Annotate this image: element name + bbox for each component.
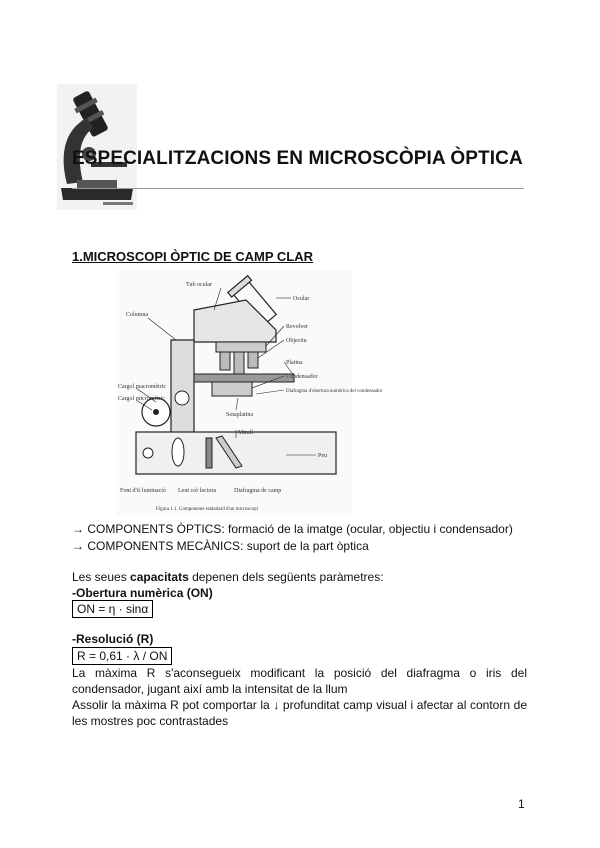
component-label: COMPONENTS MECÀNICS: [87,539,244,553]
microscope-diagram [116,270,383,515]
label-revolver: Revolver [286,324,308,330]
label-condensador: Condensador [286,374,318,380]
label-ocular: Ocular [293,296,310,302]
paragraph-resolution-max: La màxima R s'aconsegueix modificant la posició del diafragma o iris del condensador, jugant així amb la intensitat de la llum [72,666,527,696]
label-tub-ocular: Tub ocular [186,282,212,288]
param-on-heading: -Obertura numèrica (ON) [72,586,213,600]
page-title: ESPECIALITZACIONS EN MICROSCÒPIA ÒPTICA [72,148,523,169]
bold-term: capacitats [130,570,189,584]
label-columna: Columna [126,312,148,318]
component-optics-line [72,522,513,536]
label-sotaplatina: Sotaplatina [226,412,253,418]
label-platina: Platina [286,360,303,366]
label-mirall: Mirall [238,430,253,436]
label-peu: Peu [318,453,327,459]
component-mechanics-line [72,539,369,553]
paragraph-resolution-tradeoff: Assolir la màxima R pot comportar la ↓ profunditat camp visual i afectar al contorn de les mostres poc contrastades [72,698,527,728]
figure-caption: Figura 1.1. Components estàndard d'un microscopi [156,507,258,512]
text-segment: depenen dels següents paràmetres: [188,570,384,584]
section-heading: 1.MICROSCOPI ÒPTIC DE CAMP CLAR [72,249,314,264]
arrow-right-icon: → [72,522,84,536]
formula-on-box: ON = η · sinα [72,600,153,618]
arrow-right-icon: → [72,539,84,553]
label-cargol-macro: Cargol macromètric [118,384,167,390]
label-objectiu: Objectiu [286,338,307,344]
label-cargol-micro: Cargol micromètric [118,396,166,402]
text-segment: Les seues [72,570,131,584]
label-diafragma-obertura: Diafragma d'obertura numèrica del condensador [286,389,383,394]
component-label: COMPONENTS ÒPTICS: [87,522,225,536]
formula-r-box: R = 0,61 · λ / ON [72,647,172,665]
header-divider [72,188,524,189]
label-lent-colectora: Lent col·lectora [178,488,217,494]
capacitats-line [72,570,384,584]
label-diafragma-camp: Diafragma de camp [234,488,282,494]
label-font-illuminacio: Font d'il·luminació [120,488,166,494]
component-text: formació de la imatge (ocular, objectiu i condensador) [224,522,513,536]
page-number: 1 [518,797,525,811]
microscope-logo [57,84,137,210]
param-r-heading: -Resolució (R) [72,632,154,646]
component-text: suport de la part òptica [243,539,369,553]
